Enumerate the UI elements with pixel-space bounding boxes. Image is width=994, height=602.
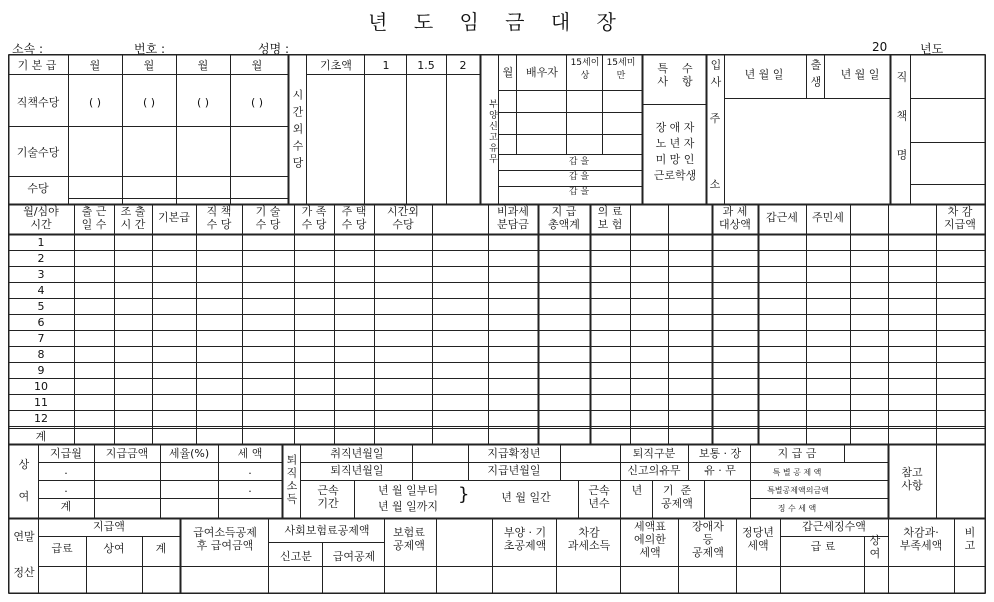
month-col-4: 월 (251, 59, 263, 72)
affiliation-label: 소속 : (12, 42, 44, 56)
dependents-basic-label: 부양 · 기 초공제액 (503, 526, 547, 552)
reported-label: 신고분 (280, 550, 312, 563)
tech-allowance-label: 기술수당 (16, 146, 60, 159)
over15-label: 15세이상 (570, 58, 600, 81)
hdr-housing-allowance: 주 택 수 당 (341, 205, 367, 231)
page-title: 년 도 임 금 대 장 (368, 10, 626, 34)
paren-4: ( ) (250, 96, 264, 109)
month-row-label: 7 (37, 332, 45, 345)
month-row-label: 6 (37, 316, 45, 329)
month-row-label: 5 (37, 300, 45, 313)
special-deduct-label: 특 별 공 제 액 (772, 468, 822, 477)
from-date: 년 월 일부터 (377, 484, 439, 497)
year-end-label-bottom: 정산 (13, 566, 35, 579)
hdr-month-night: 월/심야 시간 (23, 205, 59, 231)
hdr-family-allowance: 가 족 수 당 (301, 205, 327, 231)
bonus-total: 계 (60, 500, 72, 513)
confirm-date-label: 지급확정년 (487, 447, 541, 460)
dep-month-label: 월 (502, 66, 514, 79)
collected-label: 갑근세징수액 (802, 520, 866, 533)
bonus-dot-1: . (64, 464, 68, 477)
rate-1: 1 (382, 59, 390, 72)
month-row-label: 4 (37, 284, 45, 297)
number-label: 번호 : (134, 42, 166, 56)
year-prefix: 20 (872, 40, 888, 54)
month-day-span: 년 월 일간 (501, 491, 551, 504)
current-tax-label: 정당년 세액 (742, 526, 774, 552)
hdr-taxable: 과 세 대상액 (719, 205, 751, 231)
bonus-dot-3: . (248, 464, 252, 477)
gap-eul-3: 갑 을 (568, 187, 590, 197)
year-end-label-top: 연말 (13, 530, 35, 543)
month-col-3: 월 (197, 59, 209, 72)
base-pay-label: 기 본 급 (17, 59, 57, 72)
hdr-medical: 의 료 보 험 (597, 205, 623, 231)
address-label-1: 주 (709, 112, 721, 125)
hdr-resident-tax: 주민세 (812, 211, 844, 224)
ret-reason-label: 신고의유무 (627, 464, 681, 477)
job-allowance-label: 직책수당 (16, 96, 60, 109)
month-row-label: 11 (34, 396, 48, 409)
hdr-tech-allowance: 기 술 수 당 (255, 205, 281, 231)
salary-label: 급료 (51, 542, 73, 555)
bonus-tax-amount: 세 액 (237, 447, 263, 460)
collected-tax-label: 징 수 세 액 (777, 504, 817, 513)
paren-3: ( ) (196, 96, 210, 109)
insurance-deduct-label: 사회보험료공제액 (284, 524, 370, 537)
yes-no-label: 유 · 무 (704, 464, 736, 477)
hire-date-label: 년 월 일 (744, 68, 784, 81)
rate-2: 2 (459, 59, 467, 72)
collected-salary-label: 급 료 (810, 540, 836, 553)
hire-label: 입사 (709, 59, 722, 93)
overtime-vertical-label: 시간외수당 (291, 88, 304, 174)
special-notes-label: 특 수 사 항 (657, 62, 693, 88)
remark-label: 비 고 (964, 526, 976, 552)
total-row-label: 계 (35, 430, 47, 443)
collected-bonus-label: 상 여 (869, 534, 881, 560)
month-row-label: 12 (34, 412, 48, 425)
year-unit: 년 (631, 484, 643, 497)
special-deduct-amount-label: 특별공제액의금액 (767, 486, 829, 495)
month-row-label: 1 (37, 236, 45, 249)
remarks-label: 참고 사항 (901, 466, 923, 492)
month-row-label: 2 (37, 252, 45, 265)
dependents-vertical-label: 부양신고유무 (487, 99, 497, 165)
spouse-label: 배우자 (526, 66, 558, 79)
bonus-col-label: 상여 (103, 542, 125, 555)
bonus-dot-2: . (64, 482, 68, 495)
paren-1: ( ) (88, 96, 102, 109)
payroll-sheet (8, 54, 986, 594)
pay-date-label: 지급년월일 (487, 464, 541, 477)
address-label-2: 소 (709, 178, 721, 191)
service-years-label: 근속 년수 (588, 484, 610, 510)
severance-vertical: 퇴직소득 (285, 454, 298, 506)
rate-1-5: 1.5 (417, 59, 435, 72)
ret-type-label: 퇴직구분 (632, 447, 676, 460)
bonus-label-top: 상 (18, 458, 30, 471)
normal-label: 보통 · 장 (698, 447, 742, 460)
hdr-work-days: 출 근 일 수 (81, 205, 107, 231)
join-date-label: 취직년월일 (330, 447, 384, 460)
month-col-1: 월 (89, 59, 101, 72)
month-row-label: 3 (37, 268, 45, 281)
month-col-2: 월 (143, 59, 155, 72)
standard-deduction-label: 기 준 공제액 (661, 484, 693, 510)
difference-label: 차감과· 부족세액 (899, 526, 943, 552)
paid-label: 지급액 (93, 520, 125, 533)
hdr-nontaxable: 비과세 분담금 (497, 205, 529, 231)
allowance-label: 수당 (27, 182, 49, 195)
tax-table-label: 세액표 에의한 세액 (634, 520, 666, 559)
leave-date-label: 퇴직년월일 (330, 464, 384, 477)
year-label: 년도 (920, 42, 944, 56)
paren-2: ( ) (142, 96, 156, 109)
month-row-label: 9 (37, 364, 45, 377)
name-label: 성명 : (258, 42, 290, 56)
hdr-early-hours: 조 출 시 간 (120, 205, 146, 231)
after-deduct-label: 급여소득공제 후 급여금액 (193, 526, 257, 552)
bonus-pay-amount: 지급금액 (105, 447, 149, 460)
hdr-income-tax: 갑근세 (766, 211, 798, 224)
disabled-deduct-label: 장애자 등 공제액 (692, 520, 724, 559)
month-row-label: 8 (37, 348, 45, 361)
taxable-income-label: 차감 과세소득 (567, 526, 611, 552)
hdr-job-allowance: 직 책 수 당 (206, 205, 232, 231)
birth-label: 출생 (809, 59, 822, 93)
base-amount-label: 기초액 (320, 59, 352, 72)
gap-eul-1: 갑 을 (568, 157, 590, 167)
gap-eul-2: 갑 을 (568, 172, 590, 182)
insurance-amount-label: 보험료 공제액 (393, 526, 425, 552)
birth-date-label: 년 월 일 (840, 68, 880, 81)
bonus-label-bottom: 여 (18, 490, 30, 503)
hdr-total-paid: 지 급 총액계 (548, 205, 580, 231)
service-period-label: 근속 기간 (317, 484, 339, 510)
hdr-overtime-allowance: 시간외 수당 (387, 205, 419, 231)
pay-amount-label: 지 급 금 (777, 447, 817, 460)
paid-total-label: 계 (155, 542, 167, 555)
bonus-pay-month: 지급월 (50, 447, 82, 460)
position-label: 직책명 (895, 70, 908, 188)
special-notes-list: 장 애 자 노 년 자 미 망 인 근로학생 (653, 121, 697, 182)
hdr-net-pay: 차 감 지급액 (944, 205, 976, 231)
hdr-base-pay: 기본급 (158, 211, 190, 224)
payroll-label: 급여공제 (332, 550, 376, 563)
bonus-dot-4: . (248, 482, 252, 495)
under15-label: 15세미만 (606, 58, 636, 81)
month-row-label: 10 (34, 380, 48, 393)
to-date: 년 월 일까지 (377, 500, 439, 513)
bonus-tax-rate: 세율(%) (168, 447, 210, 460)
range-bracket: } (458, 484, 470, 505)
